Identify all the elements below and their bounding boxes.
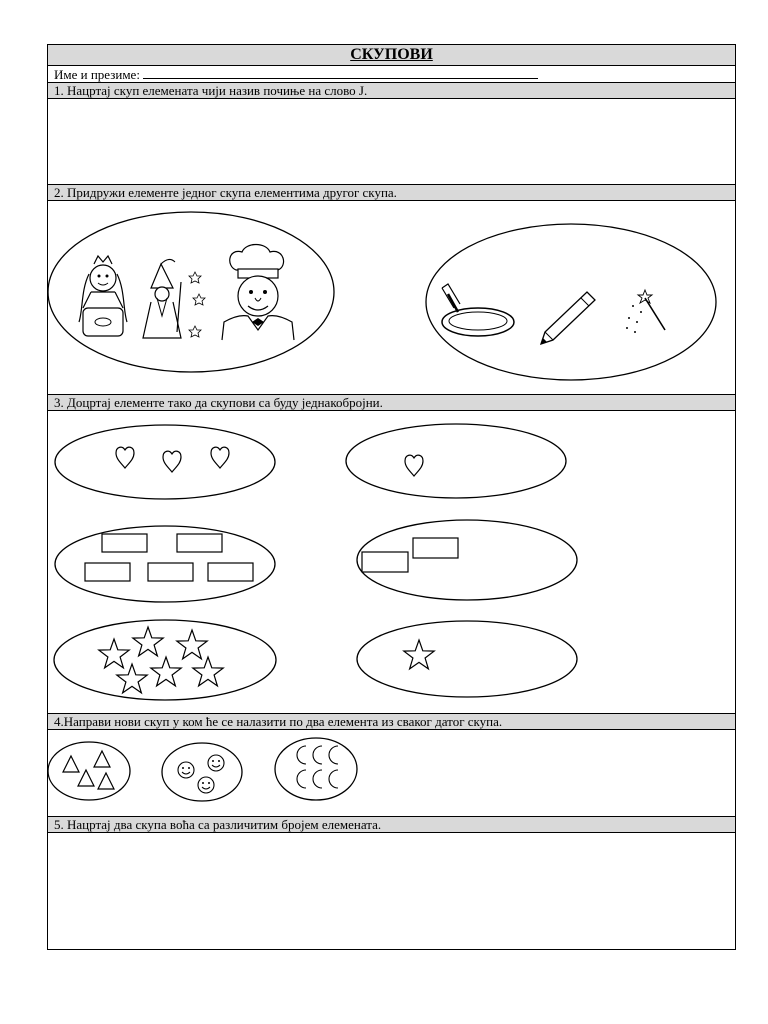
task-5-heading: 5. Нацртај два скупа воћа са различитим бројем елемената. bbox=[48, 816, 735, 833]
rectangle-icon bbox=[208, 563, 253, 581]
triangles-set-oval bbox=[48, 742, 130, 800]
task-3-heading: 3. Доцртај елементе тако да скупови са буду једнакобројни. bbox=[48, 394, 735, 411]
worksheet-title: СКУПОВИ bbox=[48, 45, 735, 66]
smiley-icon bbox=[198, 777, 214, 793]
rectangle-icon bbox=[362, 552, 408, 572]
rectangle-icon bbox=[413, 538, 458, 558]
task-2-heading: 2. Придружи елементе једног скупа елементима другог скупа. bbox=[48, 184, 735, 201]
rectangle-icon bbox=[85, 563, 130, 581]
rectangle-icon bbox=[148, 563, 193, 581]
smiley-icon bbox=[178, 762, 194, 778]
set-b-oval bbox=[426, 224, 716, 380]
rectangle-icon bbox=[102, 534, 147, 552]
stars-set-right-oval[interactable] bbox=[357, 621, 577, 697]
moons-set-oval bbox=[275, 738, 357, 800]
task-4-heading: 4.Направи нови скуп у ком ће се налазити по два елемента из сваког датог скупа. bbox=[48, 713, 735, 730]
hearts-set-right-oval[interactable] bbox=[346, 424, 566, 498]
name-label: Име и презиме: bbox=[54, 67, 140, 82]
task-1-heading: 1. Нацртај скуп елемената чији назив почиње на слово Ј. bbox=[48, 82, 735, 99]
smiley-icon bbox=[208, 755, 224, 771]
rectangle-icon bbox=[177, 534, 222, 552]
